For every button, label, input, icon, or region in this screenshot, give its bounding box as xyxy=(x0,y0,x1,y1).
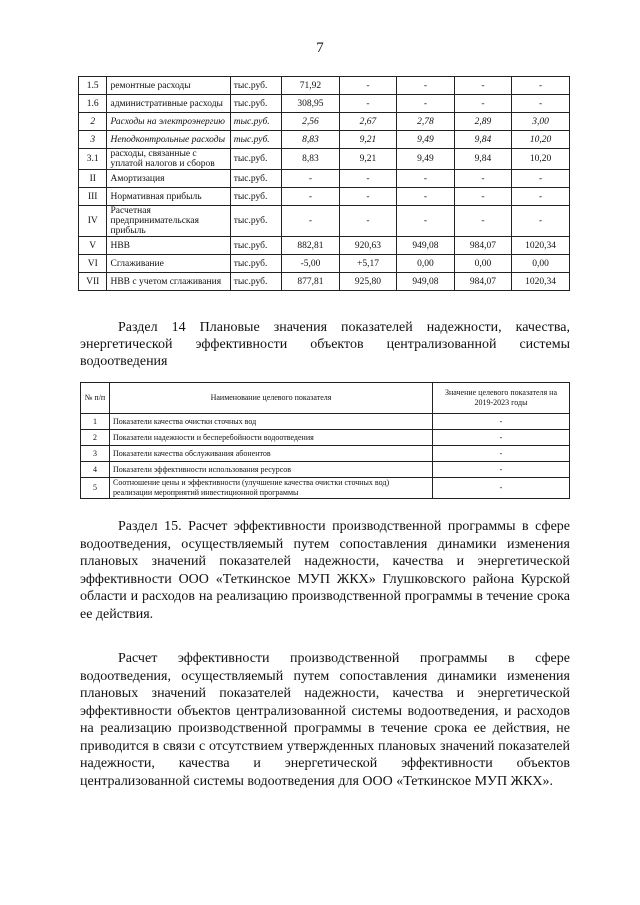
row-number: 3.1 xyxy=(79,149,107,170)
row-value: 10,20 xyxy=(512,131,570,149)
row-value: - xyxy=(397,206,454,237)
section15-paragraph xyxy=(80,518,570,623)
row-value: - xyxy=(397,188,454,206)
row-value: 3,00 xyxy=(512,113,570,131)
row-value: 2,56 xyxy=(282,113,339,131)
row-value: - xyxy=(397,170,454,188)
table-row xyxy=(79,273,570,291)
row-number: III xyxy=(79,188,107,206)
calculation-text: Расчет эффективности производственной программы в сфере водоотведения, осуществляемый путем сопоставления динамики изменения плановых значений показателей надежности, качества и энергетической эффективности объектов централизованной системы водоотведения, и расходов на реализацию производственной программы в течение срока ее действия, не приводится в связи с отсутствием утвержденных плановых значений показателей надежности, качества и энергетической эффективности объектов централизованной системы водоотведения для ООО «Теткинское МУП ЖКХ». xyxy=(80,651,570,789)
row-value: 925,80 xyxy=(339,273,396,291)
row-value: 877,81 xyxy=(282,273,339,291)
table-row xyxy=(81,430,570,446)
row-value: - xyxy=(454,188,511,206)
section14-line1: Раздел 14 Плановые значения показателей надежности, качества, xyxy=(118,320,570,335)
table-row xyxy=(79,255,570,273)
row-name: НВВ xyxy=(107,237,230,255)
table-row xyxy=(81,478,570,499)
page-number: 7 xyxy=(316,40,324,56)
row-value: - xyxy=(282,188,339,206)
row-value: 8,83 xyxy=(282,149,339,170)
indicator-value: - xyxy=(433,462,570,478)
row-value: - xyxy=(512,206,570,237)
indicator-name: Соотношение цены и эффективности (улучшение качества очистки сточных вод) реализации мероприятий инвестиционной программы xyxy=(110,478,433,499)
row-number: IV xyxy=(79,206,107,237)
row-name: Расходы на электроэнергию xyxy=(107,113,230,131)
row-value: 920,63 xyxy=(339,237,396,255)
row-unit: тыс.руб. xyxy=(230,273,281,291)
row-value: 0,00 xyxy=(397,255,454,273)
row-value: 9,84 xyxy=(454,149,511,170)
indicator-number: 2 xyxy=(81,430,110,446)
row-number: VII xyxy=(79,273,107,291)
table-row xyxy=(79,206,570,237)
row-name: Амортизация xyxy=(107,170,230,188)
indicator-name: Показатели качества обслуживания абонентов xyxy=(110,446,433,462)
row-number: II xyxy=(79,170,107,188)
row-value: 1020,34 xyxy=(512,237,570,255)
header-number: № п/п xyxy=(81,383,110,414)
row-value: 9,49 xyxy=(397,149,454,170)
table-header-row xyxy=(81,383,570,414)
row-number: 2 xyxy=(79,113,107,131)
table-row xyxy=(79,77,570,95)
row-value: 308,95 xyxy=(282,95,339,113)
row-name: НВВ с учетом сглаживания xyxy=(107,273,230,291)
row-value: 0,00 xyxy=(512,255,570,273)
row-value: - xyxy=(339,188,396,206)
calculation-paragraph xyxy=(80,650,570,790)
row-value: 71,92 xyxy=(282,77,339,95)
table-row xyxy=(79,95,570,113)
indicator-name: Показатели качества очистки сточных вод xyxy=(110,414,433,430)
table-row xyxy=(79,170,570,188)
section14-line2: энергетической эффективности объектов централизованной системы xyxy=(80,337,570,352)
row-value: 9,49 xyxy=(397,131,454,149)
row-name: ремонтные расходы xyxy=(107,77,230,95)
row-value: - xyxy=(339,170,396,188)
indicator-name: Показатели эффективности использования ресурсов xyxy=(110,462,433,478)
row-value: - xyxy=(282,206,339,237)
row-unit: тыс.руб. xyxy=(230,237,281,255)
row-value: 9,21 xyxy=(339,149,396,170)
row-unit: тыс.руб. xyxy=(230,95,281,113)
row-value: 9,21 xyxy=(339,131,396,149)
row-value: 949,08 xyxy=(397,237,454,255)
row-value: - xyxy=(454,170,511,188)
indicator-number: 5 xyxy=(81,478,110,499)
row-value: - xyxy=(454,206,511,237)
row-value: 9,84 xyxy=(454,131,511,149)
table-row xyxy=(79,188,570,206)
expenses-table xyxy=(78,76,570,291)
row-unit: тыс.руб. xyxy=(230,188,281,206)
table-row xyxy=(81,462,570,478)
row-value: -5,00 xyxy=(282,255,339,273)
table-row xyxy=(79,131,570,149)
row-value: 2,89 xyxy=(454,113,511,131)
row-value: - xyxy=(339,77,396,95)
row-value: +5,17 xyxy=(339,255,396,273)
indicator-number: 3 xyxy=(81,446,110,462)
section14-heading xyxy=(80,319,570,370)
row-value: - xyxy=(282,170,339,188)
row-number: 1.5 xyxy=(79,77,107,95)
indicator-value: - xyxy=(433,478,570,499)
row-value: - xyxy=(397,95,454,113)
row-number: 1.6 xyxy=(79,95,107,113)
row-value: - xyxy=(512,77,570,95)
row-value: 2,67 xyxy=(339,113,396,131)
row-value: - xyxy=(339,95,396,113)
table-row xyxy=(79,113,570,131)
row-value: - xyxy=(339,206,396,237)
row-name: расходы, связанные с уплатой налогов и сборов xyxy=(107,149,230,170)
indicator-name: Показатели надежности и бесперебойности водоотведения xyxy=(110,430,433,446)
row-value: 949,08 xyxy=(397,273,454,291)
row-value: 1020,34 xyxy=(512,273,570,291)
indicator-value: - xyxy=(433,414,570,430)
table-row xyxy=(81,446,570,462)
row-name: Расчетная предпринимательская прибыль xyxy=(107,206,230,237)
row-value: 10,20 xyxy=(512,149,570,170)
section14-line3: водоотведения xyxy=(80,354,168,369)
indicator-number: 1 xyxy=(81,414,110,430)
row-number: V xyxy=(79,237,107,255)
row-unit: тыс.руб. xyxy=(230,255,281,273)
row-name: Нормативная прибыль xyxy=(107,188,230,206)
table-row xyxy=(79,149,570,170)
section15-text: Раздел 15. Расчет эффективности производственной программы в сфере водоотведения, осуществляемый путем сопоставления динамики изменения плановых значений показателей надежности, качества и энергетической эффективности ООО «Теткинское МУП ЖКХ» Глушковского района Курской области и расходов на реализацию производственной программы в течение срока ее действия. xyxy=(80,519,570,622)
row-unit: тыс.руб. xyxy=(230,113,281,131)
row-value: - xyxy=(512,170,570,188)
row-unit: тыс.руб. xyxy=(230,149,281,170)
row-value: 2,78 xyxy=(397,113,454,131)
row-value: 984,07 xyxy=(454,273,511,291)
row-number: VI xyxy=(79,255,107,273)
row-unit: тыс.руб. xyxy=(230,131,281,149)
indicator-value: - xyxy=(433,430,570,446)
row-value: 984,07 xyxy=(454,237,511,255)
row-name: Неподконтрольные расходы xyxy=(107,131,230,149)
row-value: - xyxy=(454,77,511,95)
row-name: Сглаживание xyxy=(107,255,230,273)
table-row xyxy=(81,414,570,430)
row-unit: тыс.руб. xyxy=(230,170,281,188)
indicator-value: - xyxy=(433,446,570,462)
row-name: административные расходы xyxy=(107,95,230,113)
row-value: 882,81 xyxy=(282,237,339,255)
header-indicator-value: Значение целевого показателя на 2019-2023 годы xyxy=(433,383,570,414)
header-indicator-name: Наименование целевого показателя xyxy=(110,383,433,414)
indicator-number: 4 xyxy=(81,462,110,478)
row-value: 0,00 xyxy=(454,255,511,273)
row-unit: тыс.руб. xyxy=(230,77,281,95)
row-value: 8,83 xyxy=(282,131,339,149)
row-value: - xyxy=(454,95,511,113)
row-number: 3 xyxy=(79,131,107,149)
row-value: - xyxy=(397,77,454,95)
indicators-table xyxy=(80,382,570,499)
row-value: - xyxy=(512,95,570,113)
row-value: - xyxy=(512,188,570,206)
table-row xyxy=(79,237,570,255)
row-unit: тыс.руб. xyxy=(230,206,281,237)
